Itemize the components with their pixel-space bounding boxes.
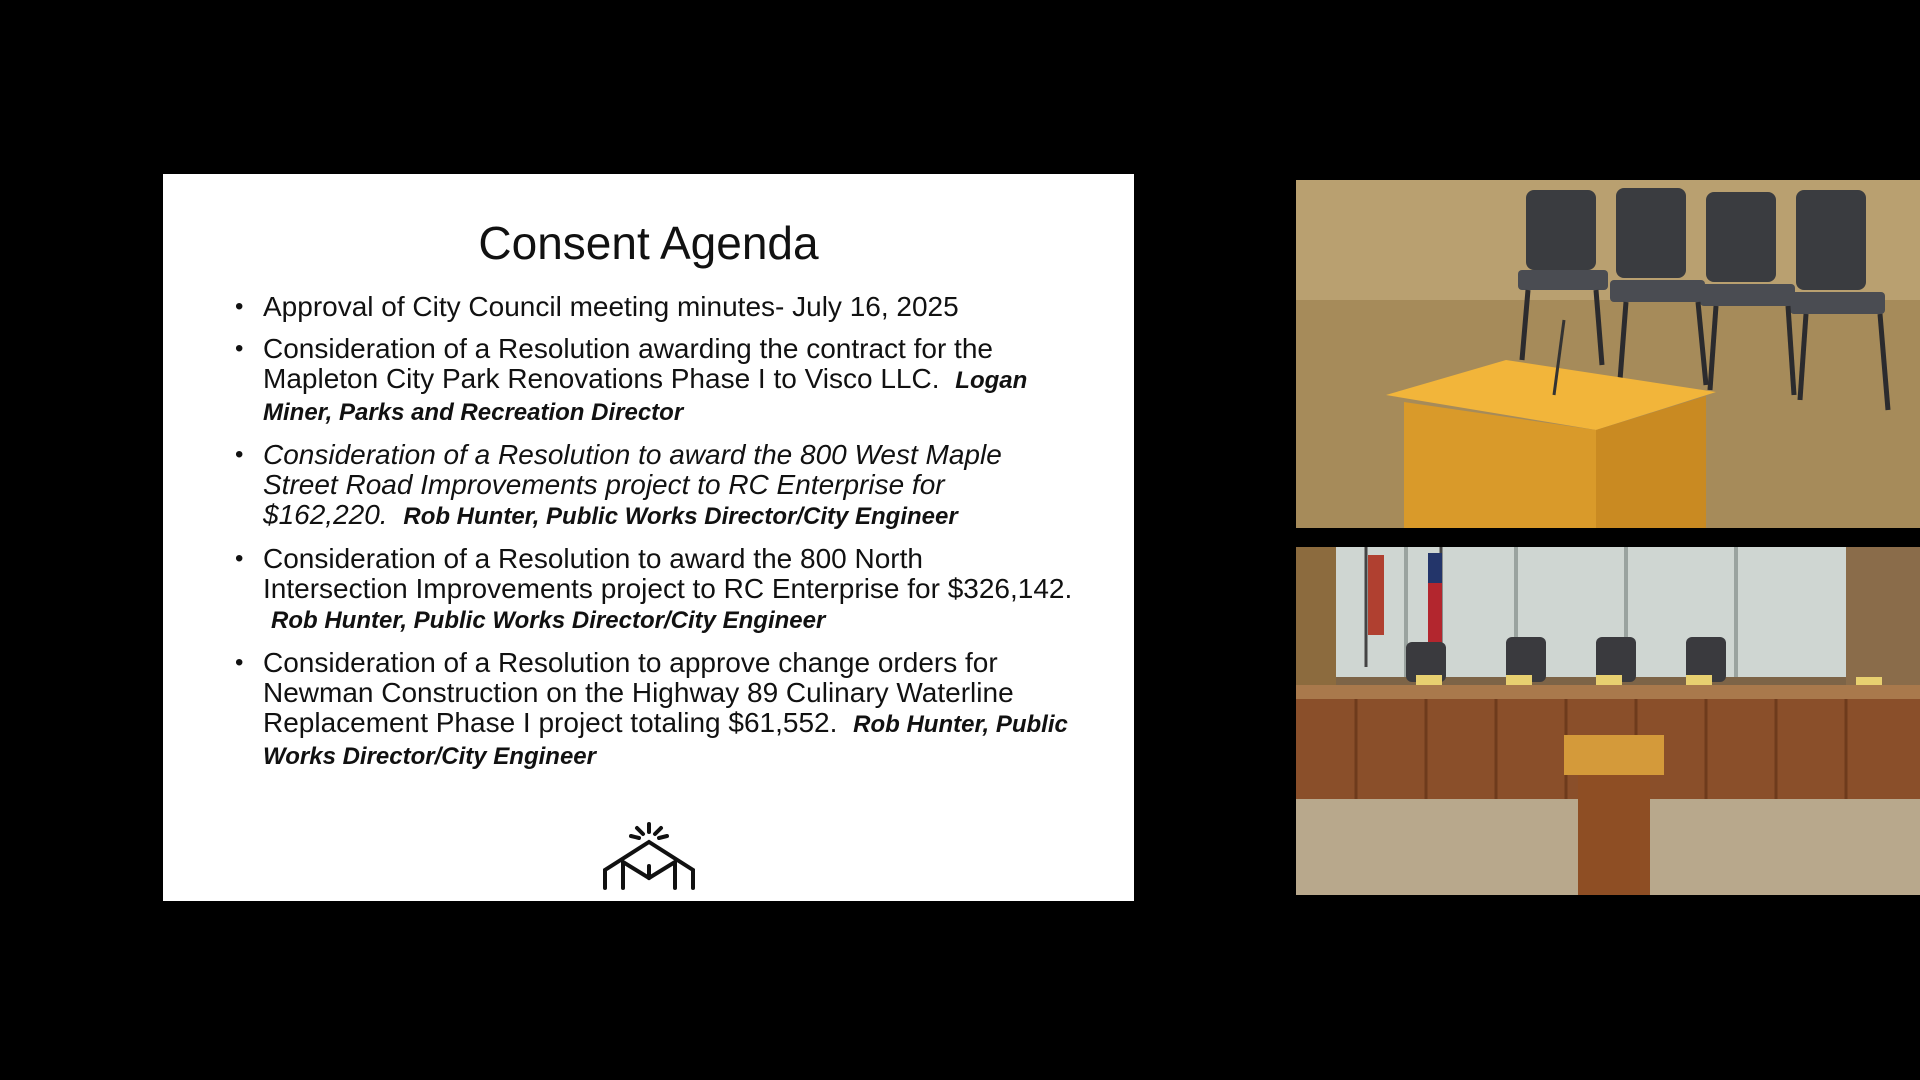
dais-top xyxy=(1296,685,1920,699)
lectern-top xyxy=(1564,735,1664,775)
slide-title: Consent Agenda xyxy=(478,217,819,269)
agenda-item-text: Consideration of a Resolution awarding the contract for the Mapleton City Park Renovations Phase I to Visco LLC. xyxy=(263,333,993,394)
agenda-item-presenter: Rob Hunter, Public Works Director/City Engineer xyxy=(263,711,1068,770)
bullet-icon: • xyxy=(235,545,244,572)
bullet-icon: • xyxy=(235,335,244,362)
video-feed-council-dais xyxy=(1296,547,1920,895)
agenda-item-presenter: Logan Miner, Parks and Recreation Director xyxy=(263,367,1028,426)
video-feed-chairs xyxy=(1296,180,1920,528)
agenda-item-presenter: Rob Hunter, Public Works Director/City Engineer xyxy=(403,503,958,530)
agenda-list xyxy=(235,292,1075,784)
agenda-item-text: Consideration of a Resolution to award the 800 North Intersection Improvements project to RC Enterprise for $326,142. xyxy=(263,543,1073,604)
wall-panel xyxy=(1296,547,1336,687)
agenda-item xyxy=(235,544,1075,636)
agenda-item xyxy=(235,440,1075,532)
lectern-body xyxy=(1578,775,1650,895)
agenda-item-text: Consideration of a Resolution to award the 800 West Maple Street Road Improvements project to RC Enterprise for $162,220. xyxy=(263,439,1002,530)
bullet-icon: • xyxy=(235,441,244,468)
agenda-item-text: Consideration of a Resolution to approve change orders for Newman Construction on the Highway 89 Culinary Waterline Replacement Phase I project totaling $61,552. xyxy=(263,647,1014,738)
agenda-item xyxy=(235,648,1075,772)
video-frame-chairs xyxy=(1296,180,1920,528)
presentation-slide xyxy=(163,174,1134,901)
agenda-item-presenter: Rob Hunter, Public Works Director/City Engineer xyxy=(271,607,826,634)
agenda-item xyxy=(235,334,1075,428)
agenda-item xyxy=(235,292,1075,322)
bullet-icon: • xyxy=(235,293,244,320)
wall-panel xyxy=(1846,547,1920,687)
mapleton-city-logo-icon xyxy=(601,820,697,890)
video-frame-dais xyxy=(1296,547,1920,895)
bullet-icon: • xyxy=(235,649,244,676)
agenda-item-text: Approval of City Council meeting minutes- July 16, 2025 xyxy=(263,291,959,322)
